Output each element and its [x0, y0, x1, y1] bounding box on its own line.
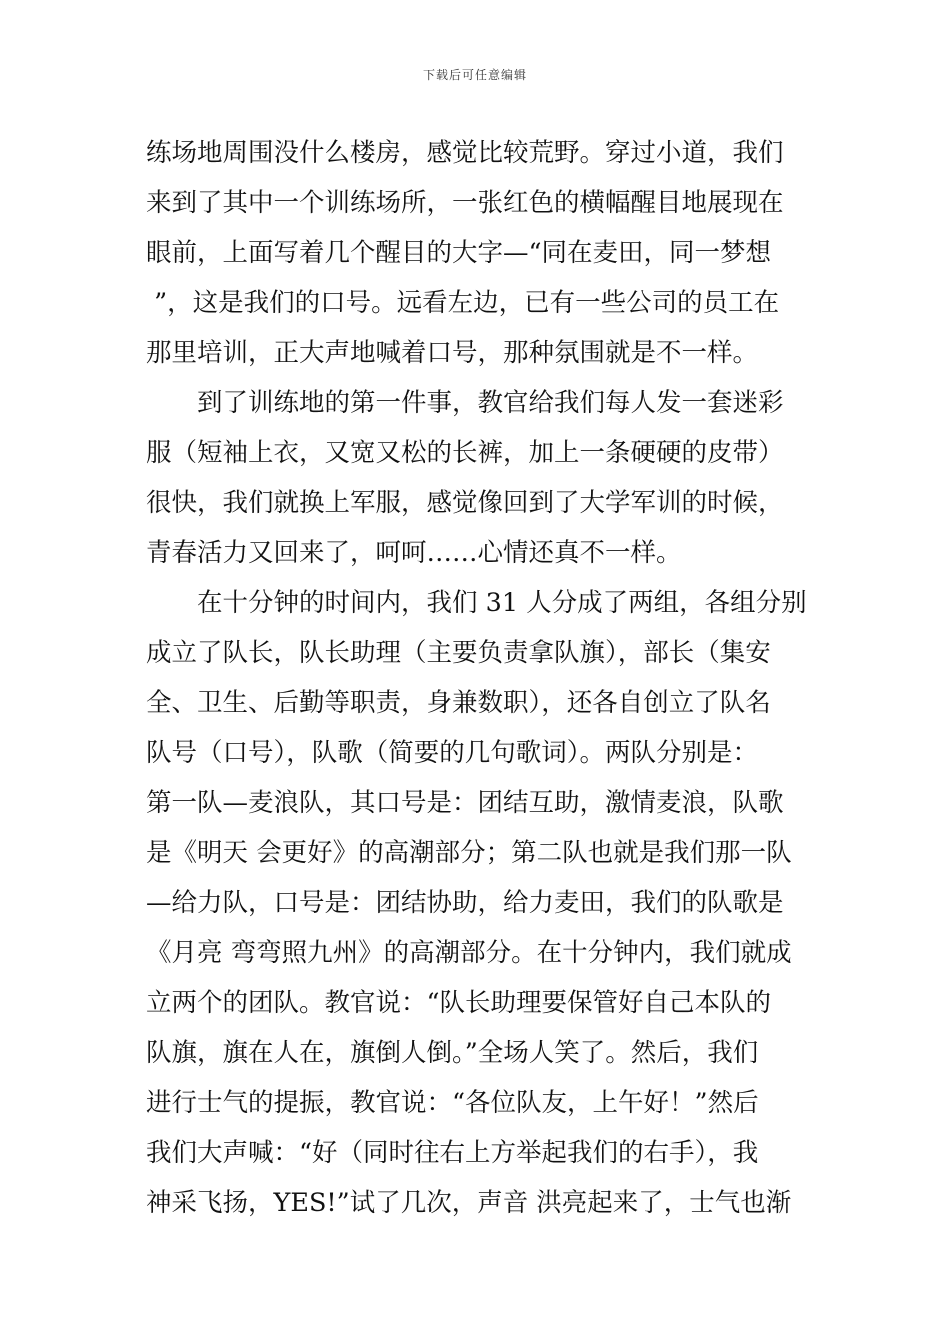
text-line: 在十分钟的时间内，我们 31 人分成了两组，各组分别	[146, 588, 807, 618]
text-line: —给力队，口号是：团结协助，给力麦田，我们的队歌是	[146, 888, 784, 918]
text-line: 是《明天 会更好》的高潮部分；第二队也就是我们那一队	[146, 838, 792, 868]
text-line: 服（短袖上衣，又宽又松的长裤，加上一条硬硬的皮带）	[146, 438, 784, 468]
text-line: 眼前，上面写着几个醒目的大字—“同在麦田，同一梦想	[146, 238, 772, 268]
text-line: 队旗，旗在人在，旗倒人倒。”全场人笑了。然后，我们	[146, 1038, 759, 1068]
text-line: 神采飞扬，YES!”试了几次，声音 洪亮起来了，士气也渐	[146, 1188, 792, 1218]
page-header-note: 下载后可任意编辑	[422, 68, 527, 82]
text-line: 青春活力又回来了，呵呵……心情还真不一样。	[146, 538, 682, 568]
text-line: 练场地周围没什么楼房，感觉比较荒野。穿过小道，我们	[146, 138, 784, 168]
text-line: 那里培训，正大声地喊着口号，那种氛围就是不一样。	[146, 338, 759, 368]
text-line: 队号（口号），队歌（简要的几句歌词）。两队分别是：	[146, 738, 759, 768]
text-line: 很快，我们就换上军服，感觉像回到了大学军训的时候，	[146, 488, 784, 518]
text-line: 我们大声喊：“好（同时往右上方举起我们的右手），我	[146, 1138, 759, 1168]
text-line: 来到了其中一个训练场所，一张红色的横幅醒目地展现在	[146, 188, 784, 218]
text-line: ”，这是我们的口号。远看左边，已有一些公司的员工在	[146, 288, 780, 318]
text-line: 第一队—麦浪队，其口号是：团结互助，激情麦浪，队歌	[146, 788, 784, 818]
text-line: 全、卫生、后勤等职责，身兼数职），还各自创立了队名	[146, 688, 771, 718]
text-line: 立两个的团队。教官说：“队长助理要保管好自己本队的	[146, 988, 772, 1018]
text-line: 到了训练地的第一件事，教官给我们每人发一套迷彩	[146, 388, 784, 418]
text-line: 《月亮 弯弯照九州》的高潮部分。在十分钟内，我们就成	[146, 938, 792, 968]
text-line: 进行士气的提振，教官说：“各位队友，上午好！”然后	[146, 1088, 759, 1118]
text-line: 成立了队长，队长助理（主要负责拿队旗），部长（集安	[146, 638, 771, 668]
document-body	[146, 128, 812, 1228]
